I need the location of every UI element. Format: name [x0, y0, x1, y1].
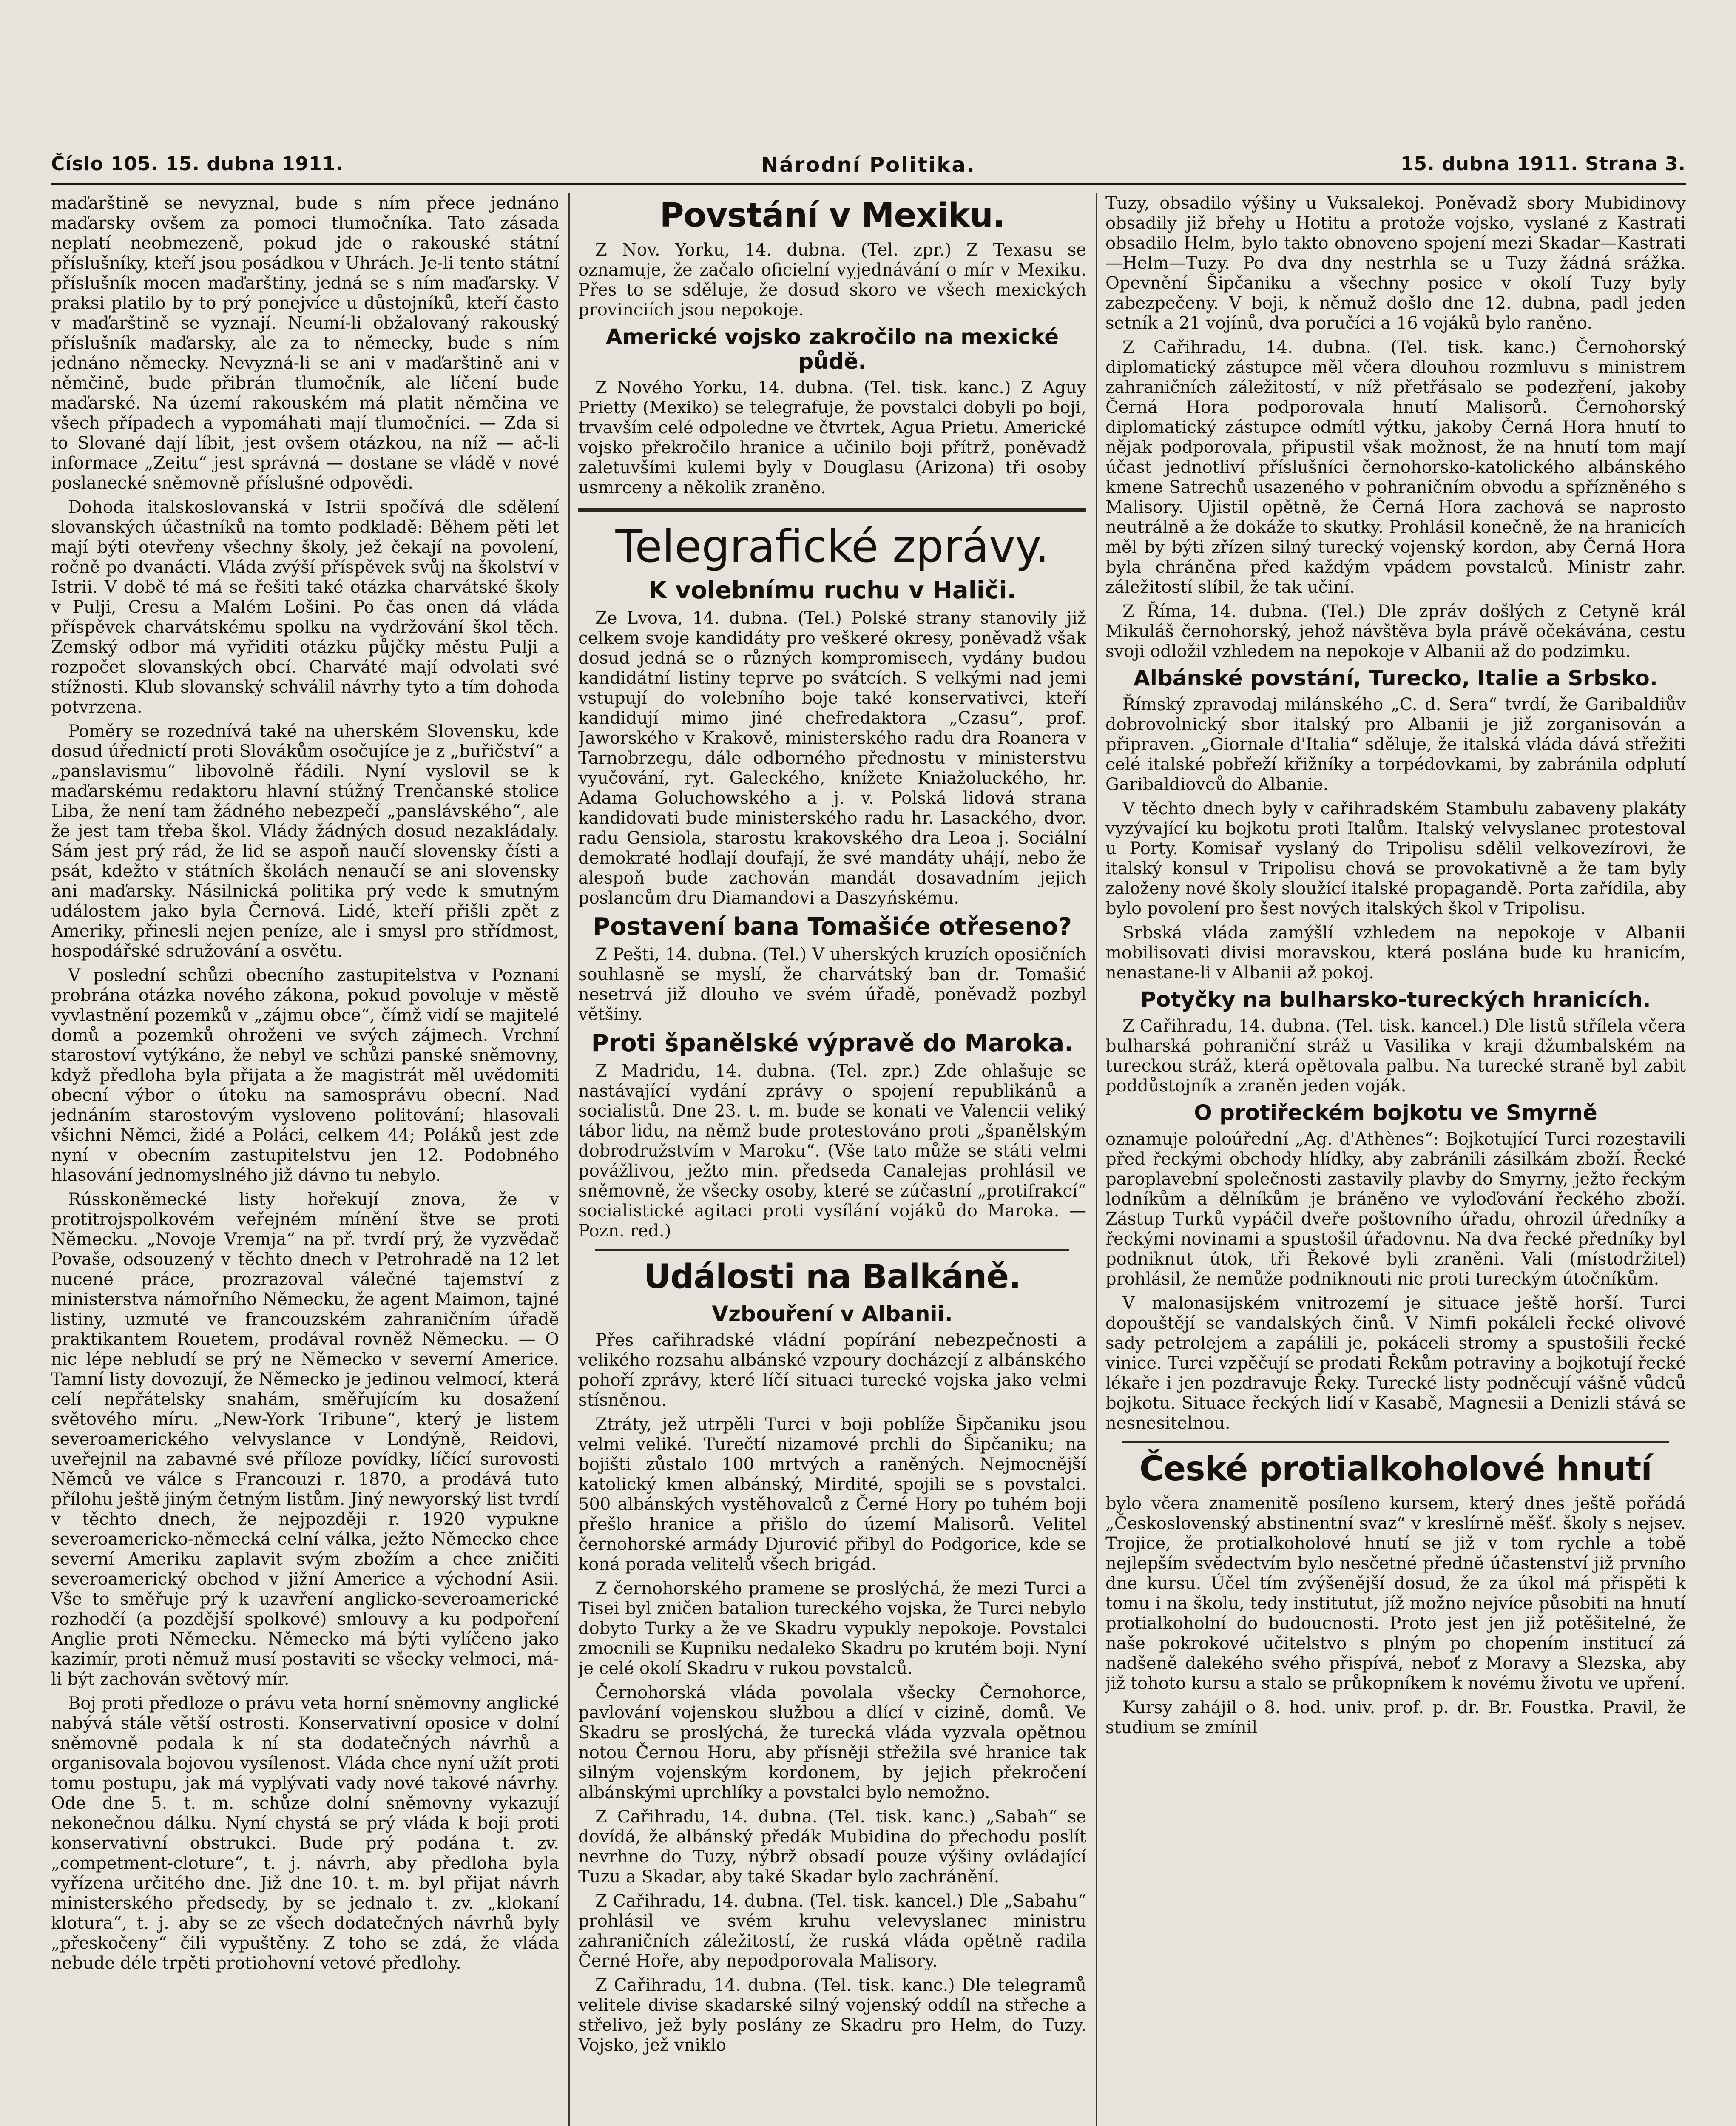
headline-ban-tomasic: Postavení bana Tomašiće otřeseno?	[592, 913, 1072, 941]
headline-smyrna-boycott: O protiřeckém bojkotu ve Smyrně	[1194, 1100, 1597, 1125]
article-paragraph: Z Pešti, 14. dubna. (Tel.) V uherských kruzích oposičních souhlasně se myslí, že charvátský ban dr. Tomašić nesetrvá již dlouho ve svém úřadě, poněvadž pozbyl většiny.	[578, 945, 1086, 1024]
article-paragraph: Z Cařihradu, 14. dubna. (Tel. tisk. kanc.) Dle telegramů velitele divise skadarské silný vojenský oddíl na střeche a střelivo, jež byly poslány ze Skadru pro Helm, do Tuzy. Vojsko, jež vniklo	[578, 1975, 1086, 2055]
issue-number-date: Číslo 105. 15. dubna 1911.	[51, 153, 344, 175]
article-paragraph: Srbská vláda zamýšlí vzhledem na nepokoje v Albanii mobilisovati divisi moravskou, která poslána bude ku hranicím, nenastane-li v Albanii až pokoj.	[1105, 923, 1686, 983]
article-paragraph: V poslední schůzi obecního zastupitelstva v Poznani probrána otázka nového zákona, pokud povoluje v městě vyvlastnění pozemků v „zájmu obce“, čímž vidí se majitelé domů a pozemků ohroženi ve svých zájmech. Vrchní starostoví vytýkáno, že nebyl ve schůzi panské sněmovny, když předloha byla přijata a že magistrát měl uvědomiti obecní výbor o útoku na samosprávu obecní. Nad jednáním starostovým vysloveno politování; hlasovali všichni Němci, židé a Poláci, celkem 44; Poláků jest zde nyní v obecním zastupitelstvu jen 12. Podobného hlasování jednomyslného již dávno tu nebylo.	[51, 966, 559, 1185]
article-paragraph: V těchto dnech byly v cařihradském Stambulu zabaveny plakáty vyzývající ku bojkotu proti Italům. Italský velvyslanec protestoval u Porty. Komisař vyslaný do Tripolisu sdělil velkovezírovi, že italský konsul v Tripolisu chová se provokativně a že tam byly založeny nové školy sloužící italské propagandě. Porta zařídila, aby bylo povolení pro šest nových italských škol v Tripolisu.	[1105, 799, 1686, 918]
article-paragraph: Boj proti předloze o právu veta horní sněmovny anglické nabývá stále větší ostrosti. Konservativní oposice v dolní sněmovně podala k ní sta dodatečných návrhů a organisovala bojovou vysílenost. Vláda chce nyní užít proti tomu postupu, jak má vyplývati vady nové takové návrhy. Ode dne 5. t. m. schůze dolní sněmovny vykazují nekonečnou dálku. Nyní chystá se prý vláda k boji proti konservativní obstrukci. Bude prý podána t. zv. „competment-cloture“, t. j. návrh, aby předloha byla vyřízena určitého dne. Již dne 10. t. m. byl přijat návrh ministerského předsedy, by se jednalo t. zv. „klokaní klotura“, t. j. aby se ze všech dodatečných návrhů byly „přeskočeny“ čili vypuštěny. Z toho se zdá, že vláda nebude déle trpěti protiohovní vetové předlohy.	[51, 1694, 559, 1973]
column-divider	[568, 193, 570, 2126]
article-paragraph: Z Cařihradu, 14. dubna. (Tel. tisk. kanc.) „Sabah“ se dovídá, že albánský předák Mubidina do přechodu poslít nevrhne do Tuzy, nýbrž obsadí pouze výšiny ovládající Tuzu a Skadar, aby také Skadar bylo zachránění.	[578, 1807, 1086, 1887]
headline-galicia-elections: K volebnímu ruchu v Haliči.	[648, 577, 1016, 604]
article-paragraph: Z Nov. Yorku, 14. dubna. (Tel. zpr.) Z Texasu se oznamuje, že začalo oficielní vyjednávání o mír v Mexiku. Přes to se sděluje, že dosud skoro ve všech mexických provinciích jsou nepokoje.	[578, 240, 1086, 320]
article-paragraph: Poměry se rozednívá také na uherském Slovensku, kde dosud úřednictí proti Slovákům osočujíce je z „buřičství“ a „panslavismu“ libovolně řádili. Nyní vyslovil se k maďarskému redaktoru hlavní stúžný Trenčanské stolice Liba, že není tam žádného nebezpečí „panslávského“, ale že jest tam třeba škol. Vlády žádných dosud nezakládaly. Sám jest prý rád, že lid se aspoň naučí slovensky čísti a psát, kdežto v státních školách nenaučí se ani slovensky ani maďarsky. Násilnická politika prý vede k smutným událostem jako byla Černová. Lidé, kteří přišli zpět z Ameriky, přinesli nejen peníze, ale i smysl pro střídmost, hospodářské sdružování a osvětu.	[51, 722, 559, 961]
article-paragraph: Z Madridu, 14. dubna. (Tel. zpr.) Zde ohlašuje se nastávající vydání zprávy o spojení republikánů a socialistů. Dne 23. t. m. bude se konati ve Valencii veliký tábor lidu, na němž bude protestováno proti „španělským dobrodružstvím v Maroku“. (Vše tato může se státi velmi povážlivou, ježto min. předseda Canalejas prohlásil ve sněmovně, že všecky osoby, které se zúčastní „protifrakcí“ socialistické agitaci proti vysílání vojáků do Maroka. — Pozn. red.)	[578, 1061, 1086, 1241]
subheadline-albania-uprising: Vzbouření v Albanii.	[712, 1302, 953, 1326]
headline-balkans: Události na Balkáně.	[644, 1258, 1021, 1296]
headline-czech-antialcohol: České protialkoholové hnutí	[1139, 1450, 1652, 1488]
article-paragraph: Dohoda italskoslovanská v Istrii spočívá dle sdělení slovanských účastníků na tomto podkladě: Během pěti let mají býti otevřeny všechny školy, jež čekají na povolení, ročně po dvanácti. Vláda zvýší příspěvek svůj na školství v Istrii. V době té má se řešiti také otázka charvátské školy v Pulji, Cresu a Malém Lošini. Po čas onen dá vláda příspěvek charvátskému spolku na vydržování škol těch. Zemský odbor má vyřiditi otázku půjčky městu Pulji a rozpočet slovanských obcí. Charváté mají odvolati své stížnosti. Klub slovanský schválil návrhy tyto a tím dohoda potvrzena.	[51, 497, 559, 717]
subheadline-american-army: Americké vojsko zakročilo na mexické půdě.	[605, 324, 1059, 374]
column-2	[578, 193, 1086, 2126]
article-paragraph: Z černohorského pramene se proslýchá, že mezi Turci a Tisei byl zničen batalion tureckého vojska, že Turci nebylo dobyto Turky a že ve Skadru vypukly nepokoje. Povstalci zmocnili se Kupniku nedaleko Skadru po krutém boji. Nyní je celé okolí Skadru v rukou povstalců.	[578, 1579, 1086, 1678]
column-1	[51, 193, 559, 2126]
article-paragraph: Tuzy, obsadilo výšiny u Vuksalekoj. Poněvadž sbory Mubidinovy obsadily již břehy u Hotitu a protože vojsko, vyslané z Kastrati obsadilo Helm, bylo takto obnoveno spojení mezi Skadar—Kastrati—Helm—Tuzy. Po dva dny nestrhla se u Tuzy žádná srážka. Opevnění Šipčaniku a všechny posice v okolí Tuzy byly zabezpečeny. V boji, k němuž došlo dne 12. dubna, padl jeden setník a 21 vojínů, dva poručíci a 16 vojáků bylo raněno.	[1105, 193, 1686, 333]
article-paragraph: Černohorská vláda povolala všecky Černohorce, pavlování vojenskou službou a dlící v cizině, domů. Ve Skadru se proslýchá, že turecká vláda vyzvala opětnou notou Černou Horu, aby přísněji střežila své hranice tak silným vojenským kordonem, by jejich překročení albánskými uprchlíky a povstalci bylo nemožno.	[578, 1683, 1086, 1802]
newspaper-title: Národní Politika.	[761, 153, 976, 177]
article-paragraph: Z Cařihradu, 14. dubna. (Tel. tisk. kancel.) Dle listů střílela včera bulharská pohraniční stráž u Vasilika v kraji džumbalském na tureckou stráž, která opětovala palbu. Na turecké straně byl zabit poddůstojník a zraněn jeden voják.	[1105, 1016, 1686, 1096]
article-paragraph: Z Nového Yorku, 14. dubna. (Tel. tisk. kanc.) Z Aguy Prietty (Mexiko) se telegrafuje, že povstalci dobyli po boji, trvavším celé odpoledne ve čtvrtek, Agua Prietu. Americké vojsko překročilo hranice a učinilo boji přítrž, poněvadž zaletuvšími kulemi byly v Douglasu (Arizona) tři osoby usmrceny a několik zraněno.	[578, 378, 1086, 497]
column-divider	[1096, 193, 1097, 2126]
article-paragraph: Přes cařihradské vládní popírání nebezpečnosti a velikého rozsahu albánské vzpoury docházejí z albánského pohoří zprávy, které líčí situaci turecké vojska jako velmi stísněnou.	[578, 1330, 1086, 1410]
article-paragraph: Kursy zahájil o 8. hod. univ. prof. p. dr. Br. Foustka. Pravil, že studium se zmínil	[1105, 1698, 1686, 1737]
article-paragraph: Z Cařihradu, 14. dubna. (Tel. tisk. kancel.) Dle „Sabahu“ prohlásil ve svém kruhu velevyslanec ministru zahraničních záležitostí, že ruská vláda opětně radila Černé Hoře, aby nepodporovala Malisory.	[578, 1891, 1086, 1971]
masthead-rule	[51, 183, 1686, 185]
article-paragraph: Ze Lvova, 14. dubna. (Tel.) Polské strany stanovily již celkem svoje kandidáty pro veškeré okresy, poněvadž však dosud jedná se o různých kompromisech, vydány budou kandidátní listiny teprve po svátcích. S velkými nad jemi vstupují do volebního boje také konservativci, kteří kandidují mimo jiné chefredaktora „Czasu“, prof. Jaworského v Krakově, ministerského radu dra Roanera v Tarnobrzegu, dále odborného přednostu v ministerstvu vyučování, ryt. Galeckého, knížete Kniažoluckého, hr. Adama Goluchowského a j. v. Polská lidová strana kandidovati bude ministerského radu hr. Lasackého, dvor. radu Gensiola, starostu krakovského dra Leoa j. Sociální demokraté hodlají doufají, že své mandáty uhájí, nebo že alespoň bude zachován mandát dosavadním jejich poslancům dru Diamandovi a Daszyńskému.	[578, 608, 1086, 908]
article-paragraph: bylo včera znamenitě posíleno kursem, který dnes ještě pořádá „Československý abstinentní svaz“ v kreslírně měšť. školy s nejsev. Trojice, že protialkoholové hnutí se již v tom rychle a tobě nejlepším svědectvím bylo nesčetné předně účastenství již prvního dne kursu. Účel tím zvýšenější dosud, že za úkol má přispěti k tomu i na školu, tedy institutut, jíž možno nejvíce působiti na hnutí protialkoholní do budoucnosti. Proto jest jen již potěšitelné, že naše pokrokové učitelstvo s plným po chopením institucí zá nadšeně dalekého svého přispívá, neboť z Moravy a Slezska, aby již tohoto kursu a stalo se průkopníkem k novému životu ve upření.	[1105, 1494, 1686, 1693]
section-title-telegraphic-news: Telegrafické zprávy.	[615, 520, 1049, 572]
article-paragraph: V malonasijském vnitrozemí je situace ještě horší. Turci dopouštějí se vandalských činů. V Nimfi pokáleli řecké olivové sady petrolejem a zapálili je, pokáceli stromy a spustošili řecké vinice. Turci vzpěčují se prodati Řekům potraviny a bojkotují řecké lékaře i jen pozdravuje Řeky. Turecké listy podněcují vášně vůdců bojkotu. Situace řeckých lidí v Kasabě, Magnesii a Denizli stává se nesnesitelnou.	[1105, 1293, 1686, 1433]
page-date-number: 15. dubna 1911. Strana 3.	[1400, 153, 1686, 175]
headline-morocco: Proti španělské výpravě do Maroka.	[591, 1029, 1074, 1057]
article-paragraph: Ztráty, jež utrpěli Turci v boji poblíže Šipčaniku jsou velmi veliké. Turečtí nizamové prchli do Šipčaniku; na bojišti zůstalo 100 mrtvých a raněných. Nejmocnější katolický kmen albánský, Mirdité, spojili se s povstalci. 500 albánských vystěhovalců z Černé Hory po tuhém boji přešlo hranice a přišlo do území Malisorů. Velitel černohorské armády Djurović přibyl do Podgorice, kde se koná porada velitelů všech brigád.	[578, 1415, 1086, 1574]
article-paragraph: Římský zpravodaj milánského „C. d. Sera“ tvrdí, že Garibaldiův dobrovolnický sbor italský pro Albanii je již zorganisován a připraven. „Giornale d'Italia“ sděluje, že italská vláda dává střežiti celé italské pobřeží křižníky a torpédovkami, by zabránila odplutí Garibaldiovců do Albanie.	[1105, 695, 1686, 794]
headline-albanian-uprising-italy: Albánské povstání, Turecko, Italie a Srbsko.	[1134, 666, 1658, 691]
article-paragraph: Rússkoněmecké listy hořekují znova, že v protitrojspolkovém veřejném mínění štve se proti Německu. „Novoje Vremja“ na př. tvrdí prý, že vyzvědač Povaše, odsouzený v těchto dnech v Petrohradě na 12 let nucené práce, prozrazoval válečné tajemství z ministerstva námořního Německu, že agent Maimon, tajné listiny, uzmuté ve francouzském zahraničním úřadě praktikantem Rouetem, prodával rovněž Německu. — O nic lépe nebludí se prý ne Německo v severní Americe. Tamní listy dovozují, že Německo je jedinou velmocí, která celí nepřátelsky snahám, směřujícím ku dosažení světového míru. „New-York Tribune“, který je listem severoamerického velvyslance v Londýně, Reidovi, uveřejnil na zabavné své příloze povídky, líčící surovosti Němců ve válce s Francouzi r. 1870, a prodává tuto přílohu ještě jiným četným listům. Jiný newyorský list tvrdí v těchto dnech, že nejpozději r. 1920 vypukne severoamericko-německá celní válka, ježto Německo chce severní Ameriku zaplavit svým zbožím a chce zničiti severoamerický obchod v jižní Americe a východní Asii. Vše to směřuje prý k uzavření anglicko-severoamerické rozhodčí (a pozdější spolkové) smlouvy a ku podpoření Anglie proti Německu. Německo má býti vylíčeno jako kazimír, proti němuž musí postaviti se všecky velmoci, má-li být zachován světový mír.	[51, 1190, 559, 1689]
column-3	[1105, 193, 1686, 2126]
article-paragraph: Z Říma, 14. dubna. (Tel.) Dle zpráv došlých z Cetyně král Mikuláš černohorský, jehož návštěva byla právě očekávána, cestu svoji odložil vzhledem na nepokoje v Albanii až do podzimku.	[1105, 602, 1686, 661]
masthead	[51, 140, 1686, 179]
section-rule	[578, 508, 1086, 512]
headline-mexico: Povstání v Mexiku.	[659, 196, 1005, 235]
section-rule	[1122, 1441, 1669, 1443]
article-paragraph: maďarštině se nevyznal, bude s ním přece jednáno maďarsky ovšem za pomoci tlumočníka. Tato zásada neplatí neobmezeně, pokud jde o rakouské státní příslušníky, kteří jsou posádkou v Uhrách. Je-li tento státní příslušník mocen maďarštiny, jedná se s ním maďarsky. V praksi platilo by to prý ponejvíce u důstojníků, kteří často v maďarštině se vyznají. Neumí-li obžalovaný rakouský příslušník maďarsky, ale za to německy, bude s ním jednáno německy. Nevyzná-li se ani v maďarštině ani v němčině, bude přibrán tlumočník, ale líčení bude maďarské. Na území rakouském má platit němčina ve všech případech a vypomáhati mají tlumočníci. — Zda si to Slované dají líbit, jest ovšem otázkou, na níž — ač-li informace „Zeitu“ jest správná — dostane se vládě v nové poslanecké sněmovně příslušné odpovědi.	[51, 193, 559, 493]
article-paragraph: oznamuje poloúřední „Ag. d'Athènes“: Bojkotující Turci rozestavili před řeckými obchody hlídky, aby zabránili zásilkám zboží. Řecké paroplavební společnosti zastavily plavby do Smyrny, ježto řeckým lodníkům a dělníkům je bráněno ve vyloďování řeckého zboží. Zástup Turků vypáčil dveře poštovního úřadu, ohrozil úředníky a řeckými novinami a spustošil úřadovnu. Na dva řecké předníky byl podniknut útok, tři Řekové byli zraněni. Vali (místodržitel) prohlásil, že nemůže podniknouti nic proti tureckým útočníkům.	[1105, 1129, 1686, 1289]
article-paragraph: Z Cařihradu, 14. dubna. (Tel. tisk. kanc.) Černohorský diplomatický zástupce měl včera dlouhou rozmluvu s ministrem zahraničních záležitostí, v níž přetřásalo se podezření, jakoby Černá Hora podporovala hnutí Malisorů. Černohorský diplomatický zástupce odmítl výtku, jakoby Černá Hora hnutí to nějak podporovala, připustil však možnost, že na hnutí tom mají účast jednotliví příslušníci černohorsko-katolického albánského kmene Satrechů usazeného v pohraničním obvodu a spřízněného s Malisory. Ujistil opětně, že Černá Hora zachová se naprosto neutrálně a že dokáže to skutky. Prohlásil konečně, že na hranicích měl by býti zřízen silný turecký vojenský kordon, aby Černá Hora byla chráněna před každým vpádem povstalců. Ministr zahr. záležitostí slíbil, že tak učiní.	[1105, 338, 1686, 597]
headline-bulgarian-border: Potyčky na bulharsko-tureckých hranicích.	[1140, 987, 1651, 1012]
section-rule	[595, 1249, 1069, 1251]
